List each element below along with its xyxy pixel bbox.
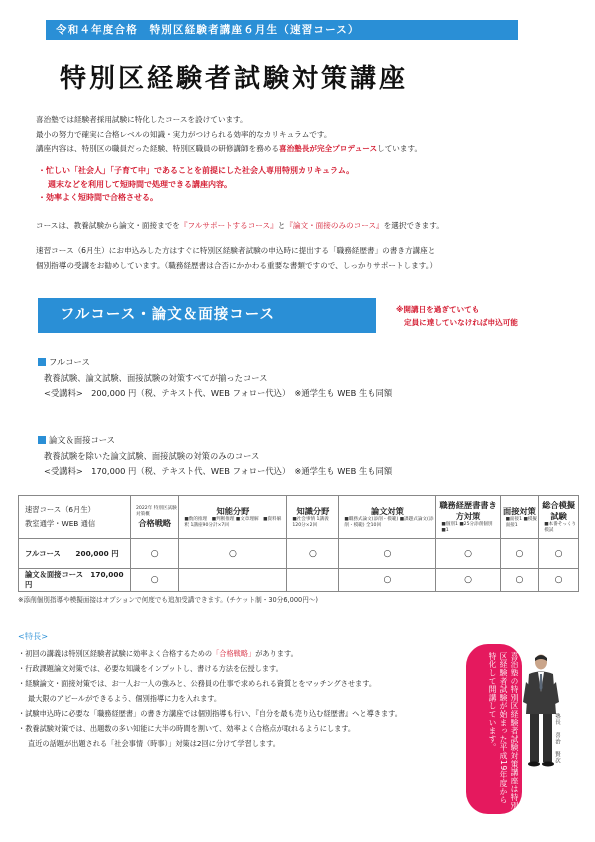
intro-text-part: 講座内容は、特別区の職員だった経験、特別区職員の研修講師を務める xyxy=(36,144,279,153)
feature-item-continued: 最大限のアピールができるよう、個別指導に力を入れます。 xyxy=(28,694,222,703)
intro-line: 最小の努力で確実に合格レベルの知識・実力がつけられる効率的なカリキュラムです。 xyxy=(36,129,332,139)
intro-text xyxy=(36,113,576,157)
table-note: ※添削個別指導や模擬面接はオプションで何度でも追加受講できます。(チケット制・30分6,000円〜) xyxy=(18,596,318,604)
speech-bubble-text: 喜治塾の特別区経験者試験対策講座は特別区経験者試験が始まった平成19年度から特化して開講しています。 xyxy=(488,652,519,810)
feature-text: ・初回の講義は特別区経験者試験に効率よく合格するための xyxy=(18,649,213,658)
corner-line: 速習コース（6月生） xyxy=(25,505,95,514)
column-label: 職務経歴書書き方対策 xyxy=(439,500,497,521)
full-support-course: 『フルサポートするコース』 xyxy=(179,221,278,230)
column-label: 知識分野 xyxy=(296,505,330,516)
feature-item: ・行政課題論文対策では、必要な知識をインプットし、書ける方法を伝授します。 xyxy=(18,664,283,673)
intro-text-part: しています。 xyxy=(377,144,423,153)
feature-item: ・経験論文・面接対策では、お一人お一人の強みと、公務員の仕事で求められる資質とをマッチングさせます。 xyxy=(18,679,377,688)
table-cell xyxy=(287,569,339,592)
course-essay-interview xyxy=(38,433,558,480)
top-banner: 令和４年度合格 特別区経験者講座６月生（速習コース） xyxy=(46,20,518,40)
row-label: フルコース 200,000 円 xyxy=(19,539,131,569)
course-options-text: コースは、教養試験から論文・面接までを xyxy=(36,221,180,230)
column-label: 合格戦略 xyxy=(138,517,172,528)
table-cell: ○ xyxy=(500,539,539,569)
square-bullet-icon xyxy=(38,358,46,366)
square-bullet-icon xyxy=(38,436,46,444)
course-name: 論文＆面接コース xyxy=(49,435,115,445)
course-comparison-table xyxy=(18,495,579,592)
features-list xyxy=(18,646,448,751)
table-cell: ○ xyxy=(179,539,287,569)
key-point: ・効率よく短時間で合格させる。 xyxy=(38,193,158,202)
column-sub: ■職務式論文(添削・模範) ■課題式論文(添削・模範) 全10回 xyxy=(344,516,434,528)
key-point-continued: 週末などを利用して短時間で処理できる講座内容。 xyxy=(48,179,232,189)
column-interview xyxy=(500,496,539,539)
table-cell: ○ xyxy=(339,539,436,569)
column-sub: 2022年 特別区試験対策概 xyxy=(136,505,177,517)
column-label: 面接対策 xyxy=(503,505,536,516)
table-cell: ○ xyxy=(539,569,579,592)
corner-line: 教室通学・WEB 通信 xyxy=(25,519,96,528)
enrollment-note-line: 定員に達していなければ申込可能 xyxy=(404,318,518,327)
course-description: 教養試験を除いた論文試験、面接試験の対策のみのコース xyxy=(44,450,260,461)
column-resume xyxy=(436,496,500,539)
column-mock-exam xyxy=(539,496,579,539)
column-intelligence xyxy=(179,496,287,539)
signature: 塾長 喜治 賢次 xyxy=(554,713,560,765)
column-sub: ■面接1 ■模擬面接1 xyxy=(505,516,538,528)
course-options-text: を選択できます。 xyxy=(383,221,444,230)
table-row xyxy=(19,539,579,569)
table-cell: ○ xyxy=(339,569,436,592)
column-label: 知能分野 xyxy=(216,505,250,516)
course-fee: <受講料> 170,000 円（税、テキスト代、WEB フォロー代込） ※通学生も WEB 生も同額 xyxy=(44,466,393,476)
table-cell xyxy=(179,569,287,592)
column-essay xyxy=(339,496,436,539)
column-sub: ■社会事情 1講義120分×2回 xyxy=(292,516,329,528)
page-title: 特別区経験者試験対策講座 xyxy=(60,64,409,94)
course-fee: <受講料> 200,000 円（税、テキスト代、WEB フォロー代込） ※通学生も WEB 生も同額 xyxy=(44,388,393,398)
essay-interview-course: 『論文・面接のみのコース』 xyxy=(285,221,384,230)
table-cell: ○ xyxy=(436,539,500,569)
row-label: 論文＆面接コース 170,000 円 xyxy=(19,569,131,592)
feature-item: ・教養試験対策では、出題数の多い知能に大半の時間を割いて、効率よく合格点が取れるようにします。 xyxy=(18,724,356,733)
enrollment-note xyxy=(396,303,518,329)
column-label: 総合模擬試験 xyxy=(542,500,575,521)
table-cell: ○ xyxy=(287,539,339,569)
feature-text: があります。 xyxy=(255,649,298,658)
intro-line xyxy=(36,142,576,157)
table-cell: ○ xyxy=(436,569,500,592)
table-cell: ○ xyxy=(131,539,179,569)
features-title: <特長> xyxy=(18,631,49,641)
table-cell: ○ xyxy=(131,569,179,592)
recommendation-text xyxy=(36,243,581,273)
key-point: ・忙しい「社会人」「子育て中」であることを前提にした社会人専用特別カリキュラム。 xyxy=(38,166,355,175)
course-heading xyxy=(38,355,558,371)
column-strategy xyxy=(131,496,179,539)
recommendation-line: 速習コース（6月生）にお申込みした方はすぐに特別区経験者試験の申込時に提出する「職務経歴書」の書き方講座と xyxy=(36,246,436,255)
key-points xyxy=(38,164,558,205)
course-description: 教養試験、論文試験、面接試験の対策すべてが揃ったコース xyxy=(44,372,268,383)
feature-item xyxy=(18,646,448,661)
table-cell: ○ xyxy=(539,539,579,569)
recommendation-line: 個別指導の受講をお勧めしています。（職務経歴書は合否にかかわる重要な書類ですので、しっかりサポートします。） xyxy=(36,261,438,270)
column-sub: ■数的推理 ■判断推理 ■文章理解 ■資料解釈 1講座90分計×7回 xyxy=(184,516,282,528)
intro-line: 喜治塾では経験者採用試験に特化したコースを設けています。 xyxy=(36,115,248,124)
strategy-highlight: 「合格戦略」 xyxy=(212,649,256,658)
course-heading xyxy=(38,433,558,449)
feature-item: ・試験申込時に必要な「職務経歴書」の書き方講座では個別指導も行い、『自分を最も売り込む経歴書』へと導きます。 xyxy=(18,709,402,718)
column-sub: ■個別1 ■25分添削個別■1 xyxy=(441,522,493,533)
column-knowledge xyxy=(287,496,339,539)
column-label: 論文対策 xyxy=(371,505,404,516)
column-sub: ■本番そっくり模試 xyxy=(544,522,577,533)
table-corner xyxy=(19,496,131,539)
course-options-text: と xyxy=(277,221,286,230)
section-banner: フルコース・論文＆面接コース xyxy=(38,298,376,333)
feature-item-continued: 直近の話題が出題される「社会事情（時事）」対策は2回に分けて学習します。 xyxy=(28,739,280,748)
table-header-row xyxy=(19,496,579,539)
course-name: フルコース xyxy=(49,357,90,367)
producer-highlight: 喜治塾長が完全プロデュース xyxy=(279,144,378,153)
enrollment-note-line: ※開講日を過ぎていても xyxy=(396,305,480,314)
table-cell: ○ xyxy=(500,569,539,592)
table-row xyxy=(19,569,579,592)
course-options xyxy=(36,219,576,233)
course-full xyxy=(38,355,558,402)
